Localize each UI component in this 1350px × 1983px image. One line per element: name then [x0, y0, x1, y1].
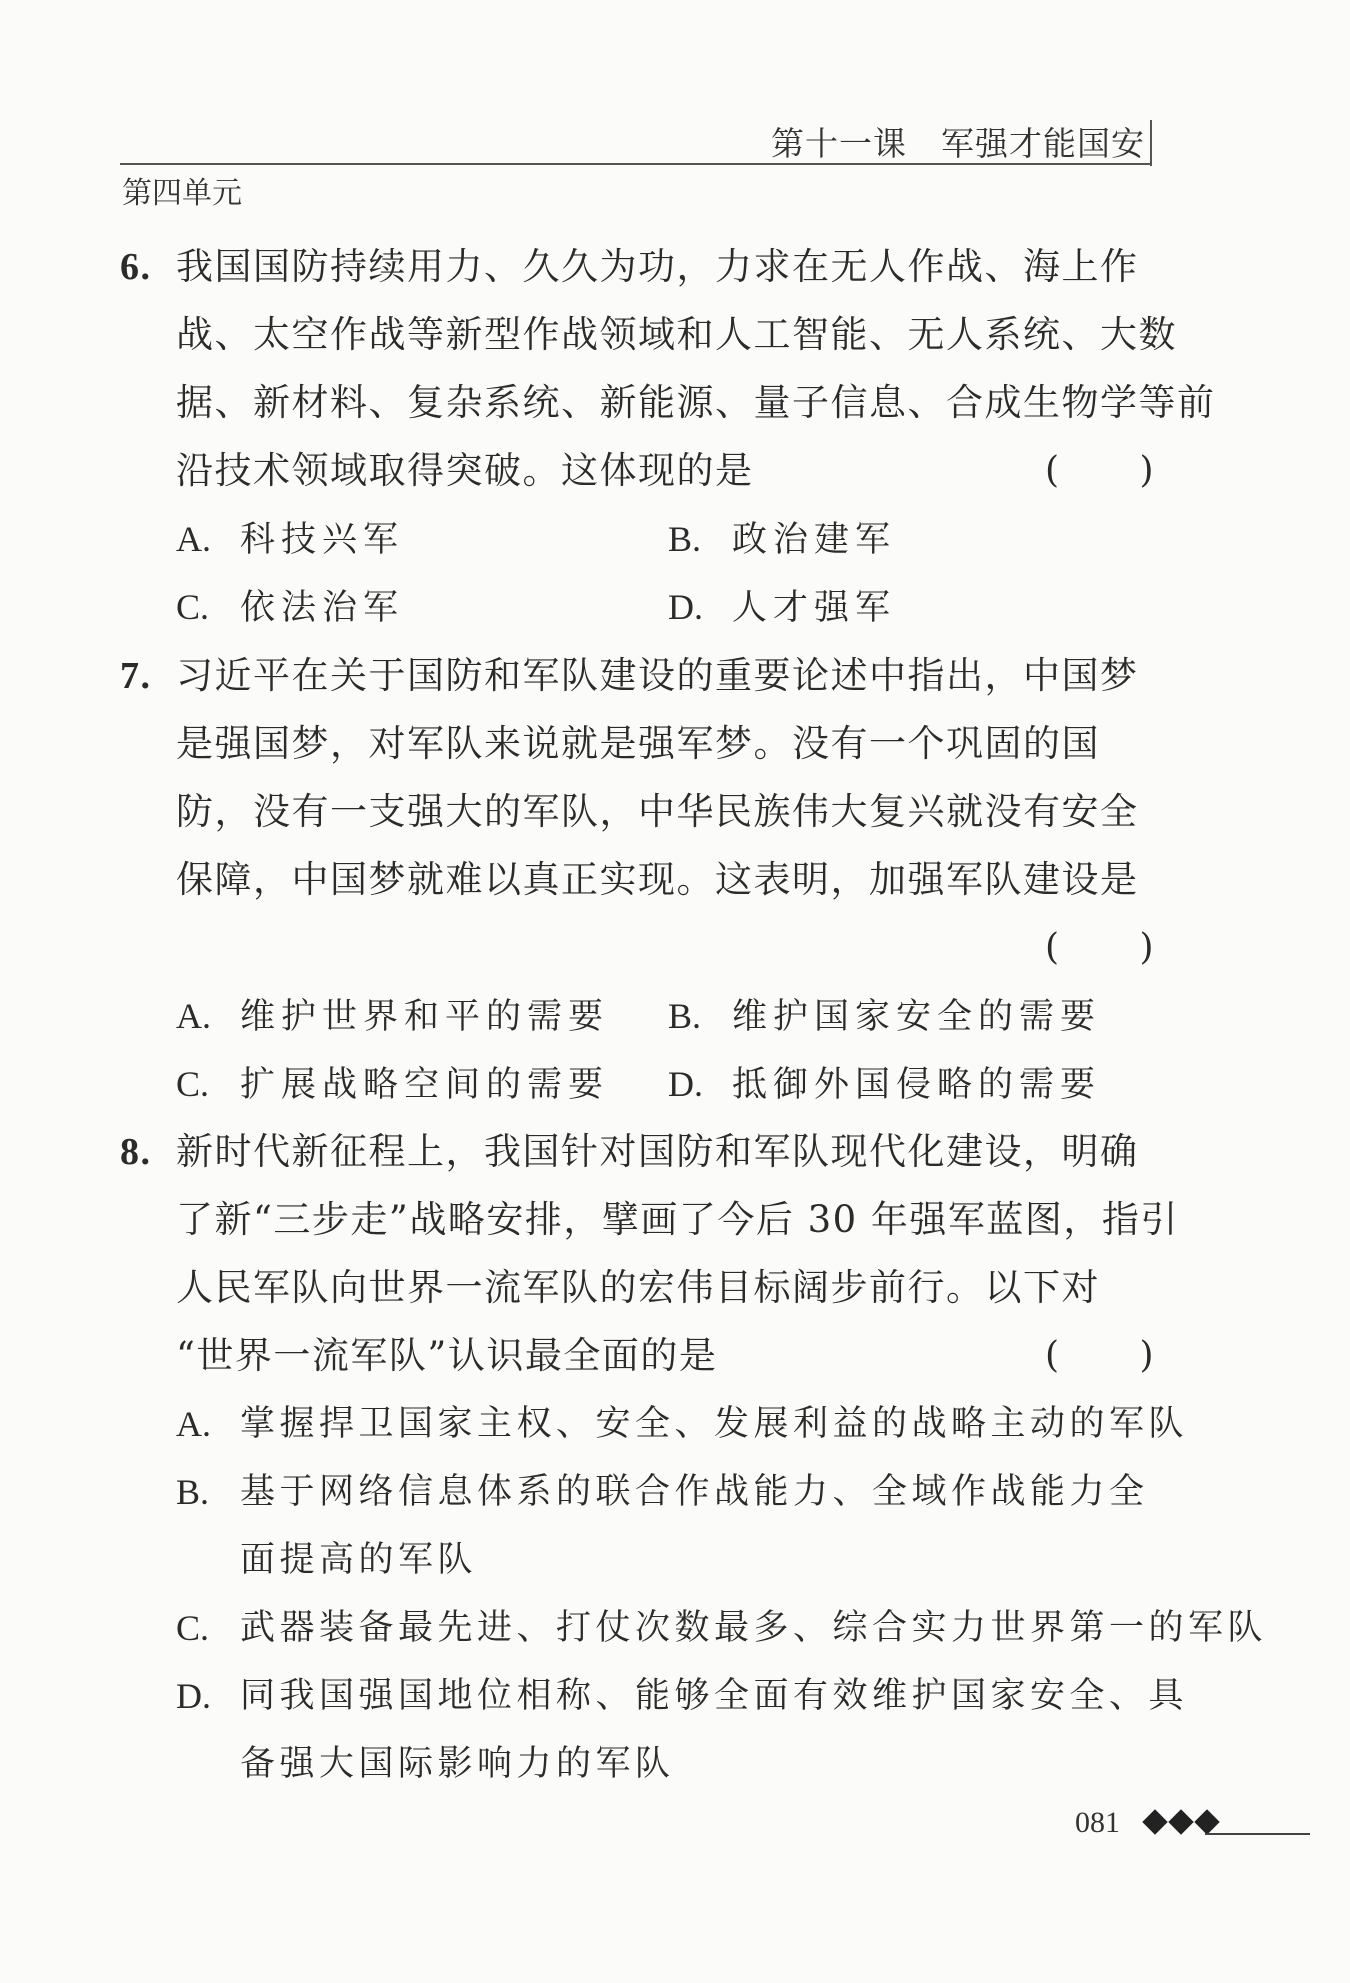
question-line — [120, 437, 1155, 505]
option-text: 政治建军 — [732, 520, 897, 560]
option-text: 抵御外国侵略的需要 — [732, 1065, 1102, 1105]
option-b — [668, 505, 896, 574]
option-letter: C. — [176, 587, 210, 627]
paren-open: ( — [1045, 1335, 1061, 1376]
paren-close: ) — [1139, 450, 1155, 491]
option-text: 同我国强国地位相称、能够全面有效维护国家安全、具 — [240, 1676, 1189, 1716]
question-6 — [120, 233, 1216, 641]
option-d — [120, 1662, 1189, 1798]
question-text: 人民军队向世界一流军队的宏伟目标阔步前行。以下对 — [176, 1266, 1100, 1309]
options — [120, 982, 1155, 1118]
question-line — [120, 778, 1155, 846]
option-a — [176, 982, 609, 1051]
option-d — [668, 1050, 1101, 1119]
option-text: 武器装备最先进、打仗次数最多、综合实力世界第一的军队 — [240, 1608, 1268, 1648]
option-a — [120, 1390, 1189, 1458]
option-text: 备强大国际影响力的军队 — [240, 1744, 675, 1784]
question-line — [120, 1186, 1179, 1254]
page-number: 081 — [1075, 1806, 1120, 1839]
question-line — [120, 1254, 1155, 1322]
question-text: 我国国防持续用力、久久为功，力求在无人作战、海上作 — [176, 245, 1139, 288]
option-row — [120, 1050, 1155, 1118]
question-line — [120, 710, 1155, 778]
option-text: 面提高的军队 — [240, 1540, 478, 1580]
option-row — [120, 982, 1155, 1050]
diamond-icon — [1142, 1809, 1167, 1834]
option-c — [176, 1050, 609, 1119]
option-letter: C. — [176, 1608, 210, 1648]
diamond-ornament-icon — [1142, 1811, 1220, 1833]
option-text: 科技兴军 — [240, 520, 405, 560]
footer-rule — [1205, 1833, 1310, 1835]
question-line — [120, 369, 1216, 437]
question-text: “世界一流军队”认识最全面的是 — [176, 1334, 718, 1377]
question-text: 习近平在关于国防和军队建设的重要论述中指出，中国梦 — [176, 654, 1139, 697]
options — [120, 505, 1155, 641]
option-letter: A. — [176, 519, 211, 559]
question-line — [120, 1118, 1155, 1186]
option-d — [668, 573, 896, 642]
question-8 — [120, 1118, 1268, 1798]
option-b — [120, 1458, 1155, 1594]
question-text: 沿技术领域取得突破。这体现的是 — [176, 449, 754, 492]
option-text: 掌握捍卫国家主权、安全、发展利益的战略主动的军队 — [240, 1404, 1189, 1444]
question-line — [120, 914, 1155, 982]
question-7 — [120, 642, 1155, 1118]
option-letter: D. — [668, 587, 703, 627]
paren-close: ) — [1139, 927, 1155, 968]
paren-open: ( — [1045, 927, 1061, 968]
option-row — [120, 505, 1155, 573]
question-line — [120, 642, 1155, 710]
option-letter: B. — [176, 1472, 210, 1512]
option-a — [176, 505, 404, 574]
option-c — [120, 1594, 1268, 1662]
option-text: 人才强军 — [732, 588, 897, 628]
paren-open: ( — [1045, 450, 1061, 491]
answer-blank — [1045, 914, 1155, 982]
lesson-title: 第十一课 军强才能国安 — [771, 124, 1145, 163]
option-c — [176, 573, 404, 642]
question-text: 战、太空作战等新型作战领域和人工智能、无人系统、大数 — [176, 313, 1177, 356]
option-text: 扩展战略空间的需要 — [240, 1065, 610, 1105]
option-letter: A. — [176, 996, 211, 1036]
option-text: 基于网络信息体系的联合作战能力、全域作战能力全 — [240, 1472, 1149, 1512]
question-number: 7. — [120, 655, 152, 697]
question-text: 新时代新征程上，我国针对国防和军队现代化建设，明确 — [176, 1130, 1139, 1173]
option-letter: B. — [668, 996, 702, 1036]
option-letter: D. — [176, 1676, 211, 1716]
option-text: 维护世界和平的需要 — [240, 997, 610, 1037]
answer-blank — [1045, 1322, 1155, 1390]
header-rule — [120, 163, 1152, 165]
question-number: 6. — [120, 246, 152, 288]
question-text: 是强国梦，对军队来说就是强军梦。没有一个巩固的国 — [176, 722, 1100, 765]
option-text: 依法治军 — [240, 588, 405, 628]
question-text: 防，没有一支强大的军队，中华民族伟大复兴就没有安全 — [176, 790, 1139, 833]
question-text: 保障，中国梦就难以真正实现。这表明，加强军队建设是 — [176, 858, 1139, 901]
option-b — [668, 982, 1101, 1051]
option-letter: B. — [668, 519, 702, 559]
question-text: 据、新材料、复杂系统、新能源、量子信息、合成生物学等前 — [176, 381, 1216, 424]
paren-close: ) — [1139, 1335, 1155, 1376]
option-letter: A. — [176, 1404, 211, 1444]
question-number: 8. — [120, 1131, 152, 1173]
unit-title: 第四单元 — [122, 176, 242, 211]
question-line — [120, 1322, 1155, 1390]
diamond-icon — [1194, 1809, 1219, 1834]
answer-blank — [1045, 437, 1155, 505]
header-vertical-rule — [1150, 120, 1152, 166]
option-text: 维护国家安全的需要 — [732, 997, 1102, 1037]
question-line — [120, 233, 1155, 301]
question-line — [120, 846, 1155, 914]
diamond-icon — [1168, 1809, 1193, 1834]
question-text: 了新“三步走”战略安排，擘画了今后 30 年强军蓝图，指引 — [176, 1198, 1179, 1241]
question-line — [120, 301, 1177, 369]
option-letter: D. — [668, 1064, 703, 1104]
option-letter: C. — [176, 1064, 210, 1104]
option-row — [120, 573, 1155, 641]
